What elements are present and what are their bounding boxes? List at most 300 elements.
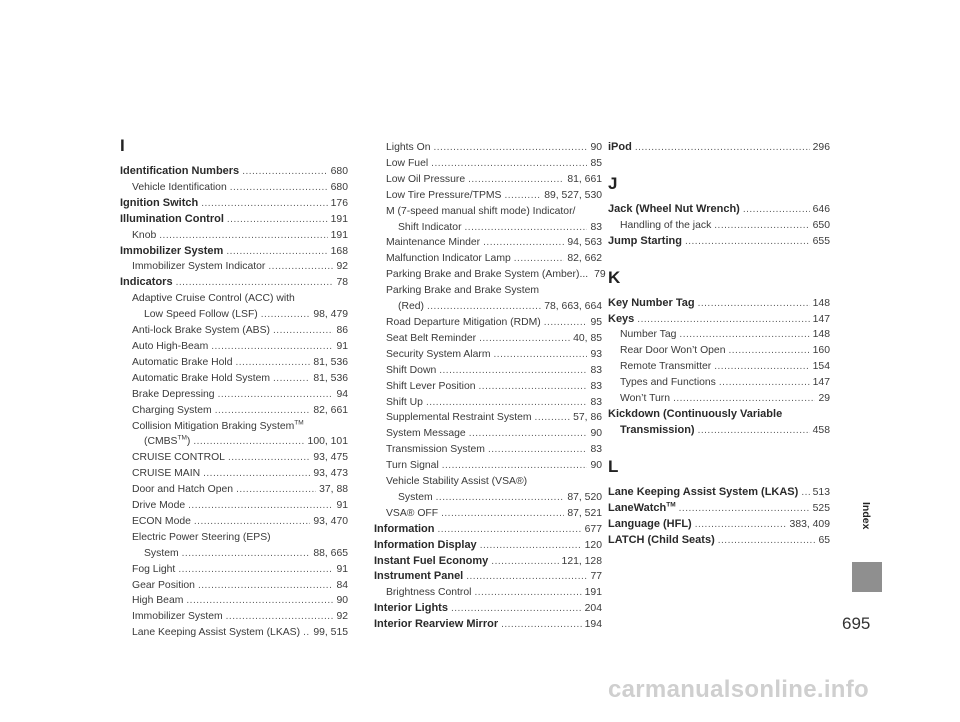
page-reference[interactable]: 78 — [336, 277, 348, 289]
dot-leader — [501, 617, 582, 633]
entry-text — [386, 188, 501, 204]
index-entry[interactable] — [120, 164, 348, 180]
entry-text — [398, 299, 424, 315]
index-entry[interactable] — [374, 251, 602, 267]
page-reference[interactable]: 77 — [590, 571, 602, 583]
index-entry[interactable] — [120, 259, 348, 275]
entry-term: CRUISE MAIN — [132, 468, 201, 480]
dot-leader — [182, 546, 311, 562]
index-entry[interactable] — [120, 387, 348, 403]
page-reference[interactable]: 100, 101 — [307, 436, 348, 448]
dot-leader — [483, 235, 564, 251]
dot-leader — [714, 218, 809, 234]
index-entry[interactable] — [608, 140, 830, 156]
entry-text — [386, 458, 439, 474]
index-entry[interactable] — [608, 423, 830, 439]
entry-text — [386, 156, 428, 172]
index-entry-label — [374, 474, 602, 490]
entry-text — [620, 391, 670, 407]
entry-text — [132, 387, 215, 403]
index-entry-label — [374, 283, 602, 299]
dot-leader — [436, 490, 565, 506]
entry-term: Knob — [132, 229, 157, 241]
index-entry[interactable] — [374, 188, 602, 204]
index-entry[interactable] — [120, 339, 348, 355]
index-entry[interactable] — [374, 331, 602, 347]
entry-term: Illumination Control — [120, 212, 224, 225]
page-reference[interactable]: 148 — [812, 297, 830, 309]
entry-text — [374, 601, 448, 617]
page-reference[interactable]: 296 — [812, 142, 830, 153]
entry-term: Brightness Control — [386, 587, 472, 599]
index-entry[interactable] — [374, 569, 602, 585]
index-entry[interactable] — [374, 506, 602, 522]
dot-leader — [451, 601, 582, 617]
entry-term: Jump Starting — [608, 234, 682, 247]
page-reference[interactable]: 204 — [584, 603, 602, 615]
dot-leader — [479, 331, 570, 347]
page-reference[interactable]: 57, 86 — [573, 412, 602, 424]
dot-leader — [679, 501, 810, 517]
entry-term: Types and Functions — [620, 377, 716, 389]
index-entry[interactable] — [120, 180, 348, 196]
index-entry[interactable] — [374, 172, 602, 188]
page-reference[interactable]: 646 — [812, 203, 830, 215]
page-reference[interactable]: 93, 475 — [313, 452, 348, 464]
dot-leader — [159, 228, 327, 244]
entry-text — [132, 562, 175, 578]
entry-text — [620, 343, 726, 359]
index-entry[interactable] — [608, 485, 830, 501]
trademark-mark: TM — [666, 501, 676, 509]
entry-term: Keys — [608, 312, 635, 325]
entry-text — [386, 172, 465, 188]
index-entry[interactable] — [120, 323, 348, 339]
index-entry[interactable] — [120, 275, 348, 291]
entry-term: Shift Down — [386, 364, 437, 376]
page-reference[interactable]: 79 — [594, 269, 606, 281]
page-reference[interactable]: 87, 520 — [567, 491, 602, 503]
entry-text — [608, 501, 676, 517]
index-entry[interactable] — [374, 585, 602, 601]
page-reference[interactable]: 91 — [336, 500, 348, 512]
index-entry[interactable] — [374, 395, 602, 411]
dot-leader — [193, 434, 304, 450]
section-letter: K — [608, 267, 621, 287]
entry-term: Malfunction Indicator Lamp — [386, 253, 511, 265]
entry-text — [132, 625, 300, 641]
dot-leader — [441, 506, 564, 522]
section-letter: J — [608, 173, 618, 193]
entry-text — [144, 307, 258, 323]
index-entry[interactable] — [120, 434, 348, 450]
entry-term: Parking Brake and Brake System (Amber)... — [386, 269, 589, 281]
dot-leader — [188, 498, 333, 514]
page-reference[interactable]: 90 — [590, 460, 602, 472]
entry-text — [608, 533, 715, 549]
entry-term: Supplemental Restraint System — [386, 412, 532, 424]
entry-term: Jack (Wheel Nut Wrench) — [608, 202, 740, 215]
page-reference[interactable]: 93, 473 — [313, 468, 348, 480]
page-reference[interactable]: 120 — [584, 539, 602, 551]
entry-text — [132, 450, 225, 466]
dot-leader — [466, 569, 587, 585]
entry-term: Seat Belt Reminder — [386, 332, 477, 344]
entry-term: ECON Mode — [132, 515, 191, 527]
entry-term: Vehicle Identification — [132, 181, 227, 193]
page-reference[interactable]: 655 — [812, 235, 830, 247]
index-entry[interactable] — [608, 218, 830, 234]
page-reference[interactable]: 99, 515 — [313, 627, 348, 639]
entry-text — [132, 323, 270, 339]
entry-term: Maintenance Minder — [386, 237, 481, 249]
entry-text — [132, 180, 227, 196]
page-reference[interactable]: 88, 665 — [313, 547, 348, 559]
entry-term: LaneWatch — [608, 501, 667, 514]
dot-leader — [743, 202, 810, 218]
page-reference[interactable]: 83 — [590, 380, 602, 392]
page-reference[interactable]: 84 — [336, 579, 348, 591]
page-reference[interactable]: 86 — [336, 325, 348, 337]
dot-leader — [714, 359, 809, 375]
index-entry[interactable] — [608, 359, 830, 375]
entry-text — [120, 275, 173, 291]
page-reference[interactable]: 85 — [590, 157, 602, 169]
dot-leader — [261, 307, 311, 323]
page-reference[interactable]: 191 — [330, 213, 348, 225]
index-tab-marker — [852, 562, 882, 592]
dot-leader — [227, 212, 328, 228]
page-reference[interactable]: 82, 662 — [567, 253, 602, 265]
index-entry[interactable] — [374, 267, 606, 283]
entry-text — [608, 485, 798, 501]
dot-leader — [273, 371, 310, 387]
dot-leader — [186, 593, 333, 609]
index-side-tab[interactable] — [852, 470, 882, 562]
entry-term: Immobilizer System — [120, 244, 224, 257]
dot-leader — [635, 140, 810, 156]
entry-term: Rear Door Won’t Open — [620, 345, 726, 357]
entry-text — [386, 331, 476, 347]
entry-text — [132, 259, 265, 275]
entry-text — [132, 355, 233, 371]
index-entry[interactable] — [120, 466, 348, 482]
entry-term: (CMBS — [144, 436, 178, 448]
page-reference[interactable]: 650 — [812, 219, 830, 231]
index-entry[interactable] — [374, 379, 602, 395]
entry-term: Handling of the jack — [620, 219, 712, 231]
entry-term: Automatic Brake Hold — [132, 356, 233, 368]
index-entry[interactable] — [374, 426, 602, 442]
dot-leader — [201, 196, 327, 212]
page-reference[interactable]: 81, 536 — [313, 356, 348, 368]
page-reference[interactable]: 78, 663, 664 — [544, 301, 602, 313]
entry-text — [608, 234, 682, 250]
entry-text — [386, 426, 466, 442]
entry-text — [608, 202, 740, 218]
dot-leader — [211, 339, 333, 355]
entry-text — [608, 312, 634, 328]
page-reference[interactable]: 83 — [590, 396, 602, 408]
page-reference[interactable]: 191 — [584, 587, 602, 599]
page-reference[interactable]: 680 — [330, 181, 348, 193]
index-entry[interactable] — [120, 609, 348, 625]
index-entry[interactable] — [120, 514, 348, 530]
dot-leader — [426, 395, 587, 411]
page-reference[interactable]: 91 — [336, 340, 348, 352]
dot-leader — [226, 609, 334, 625]
page-reference[interactable]: 90 — [590, 142, 602, 153]
index-entry[interactable] — [120, 450, 348, 466]
entry-text — [398, 490, 433, 506]
dot-leader — [729, 343, 810, 359]
index-entry[interactable] — [374, 347, 602, 363]
index-entry[interactable] — [608, 375, 830, 391]
entry-term: Turn Signal — [386, 460, 439, 472]
page-reference[interactable]: 121, 128 — [561, 555, 602, 567]
entry-text — [120, 212, 224, 228]
index-entry[interactable] — [374, 315, 602, 331]
page-reference[interactable]: 154 — [812, 361, 830, 373]
entry-text — [386, 347, 491, 363]
index-entry-label — [120, 530, 348, 546]
page-reference[interactable]: 147 — [812, 377, 830, 389]
index-entry[interactable] — [374, 410, 602, 426]
page-reference[interactable]: 458 — [812, 424, 830, 436]
index-entry[interactable] — [608, 327, 830, 343]
index-entry[interactable] — [608, 234, 830, 250]
page-reference[interactable]: 91 — [336, 563, 348, 575]
page-reference[interactable]: 98, 479 — [313, 309, 348, 321]
dot-leader — [303, 625, 310, 641]
entry-term: Transmission) — [620, 423, 695, 436]
entry-text — [620, 218, 711, 234]
entry-text — [608, 517, 692, 533]
page-reference[interactable]: 680 — [330, 166, 348, 177]
page-reference[interactable]: 677 — [584, 523, 602, 535]
entry-text — [386, 267, 588, 283]
index-entry[interactable] — [374, 156, 602, 172]
index-entry[interactable] — [374, 490, 602, 506]
index-entry[interactable] — [374, 363, 602, 379]
page-reference[interactable]: 89, 527, 530 — [544, 189, 602, 201]
page-reference[interactable]: 94, 563 — [567, 237, 602, 249]
dot-leader — [494, 347, 588, 363]
index-entry[interactable] — [120, 371, 348, 387]
entry-term: Shift Indicator — [398, 221, 462, 233]
entry-term: Anti-lock Brake System (ABS) — [132, 325, 271, 337]
entry-term: Interior Rearview Mirror — [374, 618, 499, 631]
entry-term: High Beam — [132, 595, 184, 607]
page-reference[interactable]: 92 — [336, 261, 348, 273]
dot-leader — [491, 554, 558, 570]
index-entry[interactable] — [374, 235, 602, 251]
dot-leader — [442, 458, 588, 474]
index-entry[interactable] — [120, 228, 348, 244]
index-entry[interactable] — [120, 546, 348, 562]
dot-leader — [273, 323, 333, 339]
page-reference[interactable]: 383, 409 — [789, 518, 830, 530]
page-reference[interactable]: 81, 661 — [567, 173, 602, 185]
entry-term: Drive Mode — [132, 500, 186, 512]
index-entry[interactable] — [374, 554, 602, 570]
page-reference[interactable]: 83 — [590, 221, 602, 233]
index-entry[interactable] — [120, 625, 348, 641]
page-reference[interactable]: 160 — [812, 345, 830, 357]
entry-text — [132, 403, 212, 419]
index-entry[interactable] — [374, 140, 602, 156]
page-reference[interactable]: 37, 88 — [319, 484, 348, 496]
index-column-3 — [608, 140, 830, 548]
page-reference[interactable]: 525 — [812, 502, 830, 514]
entry-term: Instrument Panel — [374, 570, 464, 583]
index-entry[interactable] — [120, 355, 348, 371]
page-reference[interactable]: 93, 470 — [313, 515, 348, 527]
entry-text — [132, 593, 183, 609]
page-reference[interactable]: 93 — [590, 348, 602, 360]
entry-text — [132, 514, 191, 530]
dot-leader — [801, 485, 809, 501]
index-entry[interactable] — [608, 501, 830, 517]
dot-leader — [433, 140, 587, 156]
dot-leader — [268, 259, 333, 275]
index-entry[interactable] — [120, 196, 348, 212]
entry-term: Shift Up — [386, 396, 423, 408]
entry-term: Road Departure Mitigation (RDM) — [386, 316, 541, 328]
dot-leader — [718, 533, 816, 549]
page-reference[interactable]: 83 — [590, 364, 602, 376]
page-reference[interactable]: 147 — [812, 313, 830, 325]
index-entry[interactable] — [374, 601, 602, 617]
dot-leader — [637, 312, 809, 328]
index-entry[interactable] — [374, 538, 602, 554]
entry-text — [620, 327, 676, 343]
entry-text — [608, 296, 695, 312]
entry-text — [144, 434, 190, 450]
page-reference[interactable]: 191 — [330, 229, 348, 241]
entry-text — [374, 554, 488, 570]
index-entry[interactable] — [374, 299, 602, 315]
index-entry[interactable] — [608, 533, 830, 549]
page-reference[interactable]: 194 — [584, 619, 602, 631]
page-reference[interactable]: 95 — [590, 316, 602, 328]
entry-term: Lane Keeping Assist System (LKAS) — [132, 627, 301, 639]
entry-term: CRUISE CONTROL — [132, 452, 225, 464]
entry-text — [386, 315, 541, 331]
index-entry[interactable] — [608, 202, 830, 218]
entry-term: Auto High-Beam — [132, 340, 209, 352]
page-reference[interactable]: 83 — [590, 444, 602, 456]
entry-term: Number Tag — [620, 329, 677, 341]
entry-text — [374, 522, 435, 538]
dot-leader — [427, 299, 541, 315]
index-entry[interactable] — [120, 482, 348, 498]
entry-term: LATCH (Child Seats) — [608, 533, 715, 546]
index-entry[interactable] — [120, 593, 348, 609]
entry-term: Automatic Brake Hold System — [132, 372, 271, 384]
trademark-mark: TM — [177, 434, 187, 442]
page-reference[interactable]: 29 — [818, 393, 830, 405]
entry-text — [132, 609, 223, 625]
entry-term: Identification Numbers — [120, 165, 240, 177]
entry-text — [374, 569, 463, 585]
entry-text — [386, 140, 430, 156]
index-entry[interactable] — [608, 517, 830, 533]
index-entry[interactable] — [374, 617, 602, 633]
dot-leader — [242, 164, 327, 180]
page-reference[interactable]: 82, 661 — [313, 404, 348, 416]
dot-leader — [236, 482, 316, 498]
section-letter: L — [608, 456, 619, 476]
index-entry[interactable] — [374, 458, 602, 474]
index-entry[interactable] — [608, 343, 830, 359]
dot-leader — [698, 296, 810, 312]
index-entry[interactable] — [608, 312, 830, 328]
dot-leader — [431, 156, 587, 172]
index-entry-label — [374, 204, 602, 220]
entry-term: Low Oil Pressure — [386, 173, 466, 185]
entry-term: Transmission System — [386, 444, 485, 456]
entry-term: Instant Fuel Economy — [374, 554, 489, 567]
side-tab-label: Index — [860, 502, 872, 530]
dot-leader — [230, 180, 328, 196]
index-entry[interactable] — [120, 307, 348, 323]
page-reference[interactable]: 87, 521 — [567, 507, 602, 519]
index-entry-label — [120, 291, 348, 307]
entry-text — [386, 410, 532, 426]
dot-leader — [544, 315, 588, 331]
index-entry[interactable] — [120, 244, 348, 260]
page-reference[interactable]: 148 — [812, 329, 830, 341]
index-entry[interactable] — [120, 403, 348, 419]
entry-term: Security System Alarm — [386, 348, 491, 360]
index-entry[interactable] — [120, 212, 348, 228]
page-reference[interactable]: 513 — [812, 486, 830, 498]
page-reference[interactable]: 168 — [330, 245, 348, 257]
page-reference[interactable]: 65 — [818, 534, 830, 546]
page-reference[interactable]: 94 — [336, 388, 348, 400]
entry-text — [386, 379, 476, 395]
entry-text — [132, 339, 208, 355]
entry-term: Interior Lights — [374, 602, 448, 615]
index-entry[interactable] — [120, 562, 348, 578]
index-entry[interactable] — [608, 391, 830, 407]
page-reference[interactable]: 92 — [336, 611, 348, 623]
entry-text — [374, 538, 477, 554]
dot-leader — [194, 514, 310, 530]
dot-leader — [719, 375, 810, 391]
entry-term: Shift Lever Position — [386, 380, 476, 392]
page-reference[interactable]: 90 — [590, 428, 602, 440]
index-entry[interactable] — [608, 296, 830, 312]
section-letter: I — [120, 136, 125, 155]
index-entry[interactable] — [120, 578, 348, 594]
entry-term: (Red) — [398, 301, 424, 313]
index-entry[interactable] — [374, 220, 602, 236]
index-entry[interactable] — [374, 522, 602, 538]
dot-leader — [439, 363, 587, 379]
entry-text — [608, 140, 632, 156]
page-reference[interactable]: 81, 536 — [313, 372, 348, 384]
page-reference[interactable]: 176 — [330, 197, 348, 209]
entry-term: Remote Transmitter — [620, 361, 712, 373]
index-entry[interactable] — [374, 442, 602, 458]
entry-text: M (7-speed manual shift mode) Indicator/ — [386, 205, 576, 217]
page-reference[interactable]: 90 — [336, 595, 348, 607]
index-entry[interactable] — [120, 498, 348, 514]
page-reference[interactable]: 40, 85 — [573, 332, 602, 344]
index-entry-label — [608, 407, 830, 423]
